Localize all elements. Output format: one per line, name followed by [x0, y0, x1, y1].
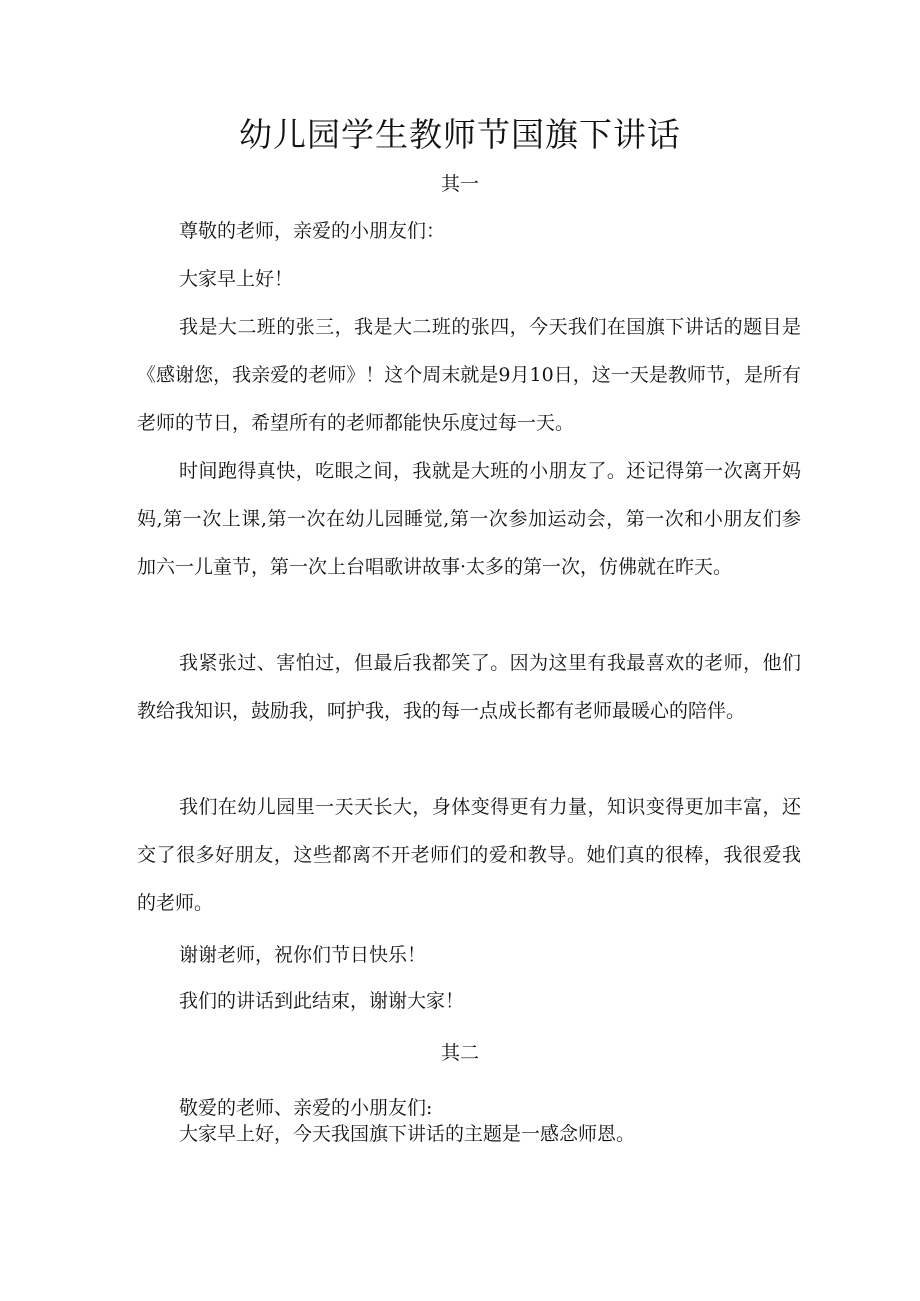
paragraph-teachers: 我紧张过、害怕过，但最后我都笑了。因为这里有我最喜欢的老师，他们教给我知识，鼓励我，呵护我，我的每一点成长都有老师最暖心的陪伴。 [137, 652, 801, 722]
document-title: 幼儿园学生教师节国旗下讲话 [239, 115, 681, 154]
paragraph-memories: 时间跑得真快，吃眼之间，我就是大班的小朋友了。还记得第一次离开妈妈,第一次上课,第一次在幼儿园睡觉,第一次参加运动会，第一次和小朋友们参加六一儿童节，第一次上台唱歌讲故事·太多的第一次，仿佛就在昨天。 [137, 460, 801, 578]
section-heading-2: 其二 [440, 1042, 479, 1064]
thanks-line: 谢谢老师，祝你们节日快乐！ [179, 944, 427, 966]
paragraph-growth: 我们在幼儿园里一天天长大，身体变得更有力量，知识变得更加丰富，还交了很多好朋友，这些都离不开老师们的爱和教导。她们真的很棒，我很爱我的老师。 [137, 796, 801, 914]
salutation: 尊敬的老师，亲爱的小朋友们： [179, 220, 446, 242]
paragraph-introduction: 我是大二班的张三，我是大二班的张四，今天我们在国旗下讲话的题目是《感谢您，我亲爱的老师》！这个周末就是9月10日，这一天是教师节，是所有老师的节日，希望所有的老师都能快乐度过每一天。 [137, 316, 801, 434]
closing-line: 我们的讲话到此结束，谢谢大家！ [179, 990, 465, 1012]
salutation-2: 敬爱的老师、亲爱的小朋友们: [179, 1097, 433, 1119]
greeting: 大家早上好！ [179, 268, 294, 290]
greeting-2: 大家早上好，今天我国旗下讲话的主题是一感念师恩。 [179, 1123, 636, 1145]
section-heading-1: 其一 [440, 173, 479, 195]
